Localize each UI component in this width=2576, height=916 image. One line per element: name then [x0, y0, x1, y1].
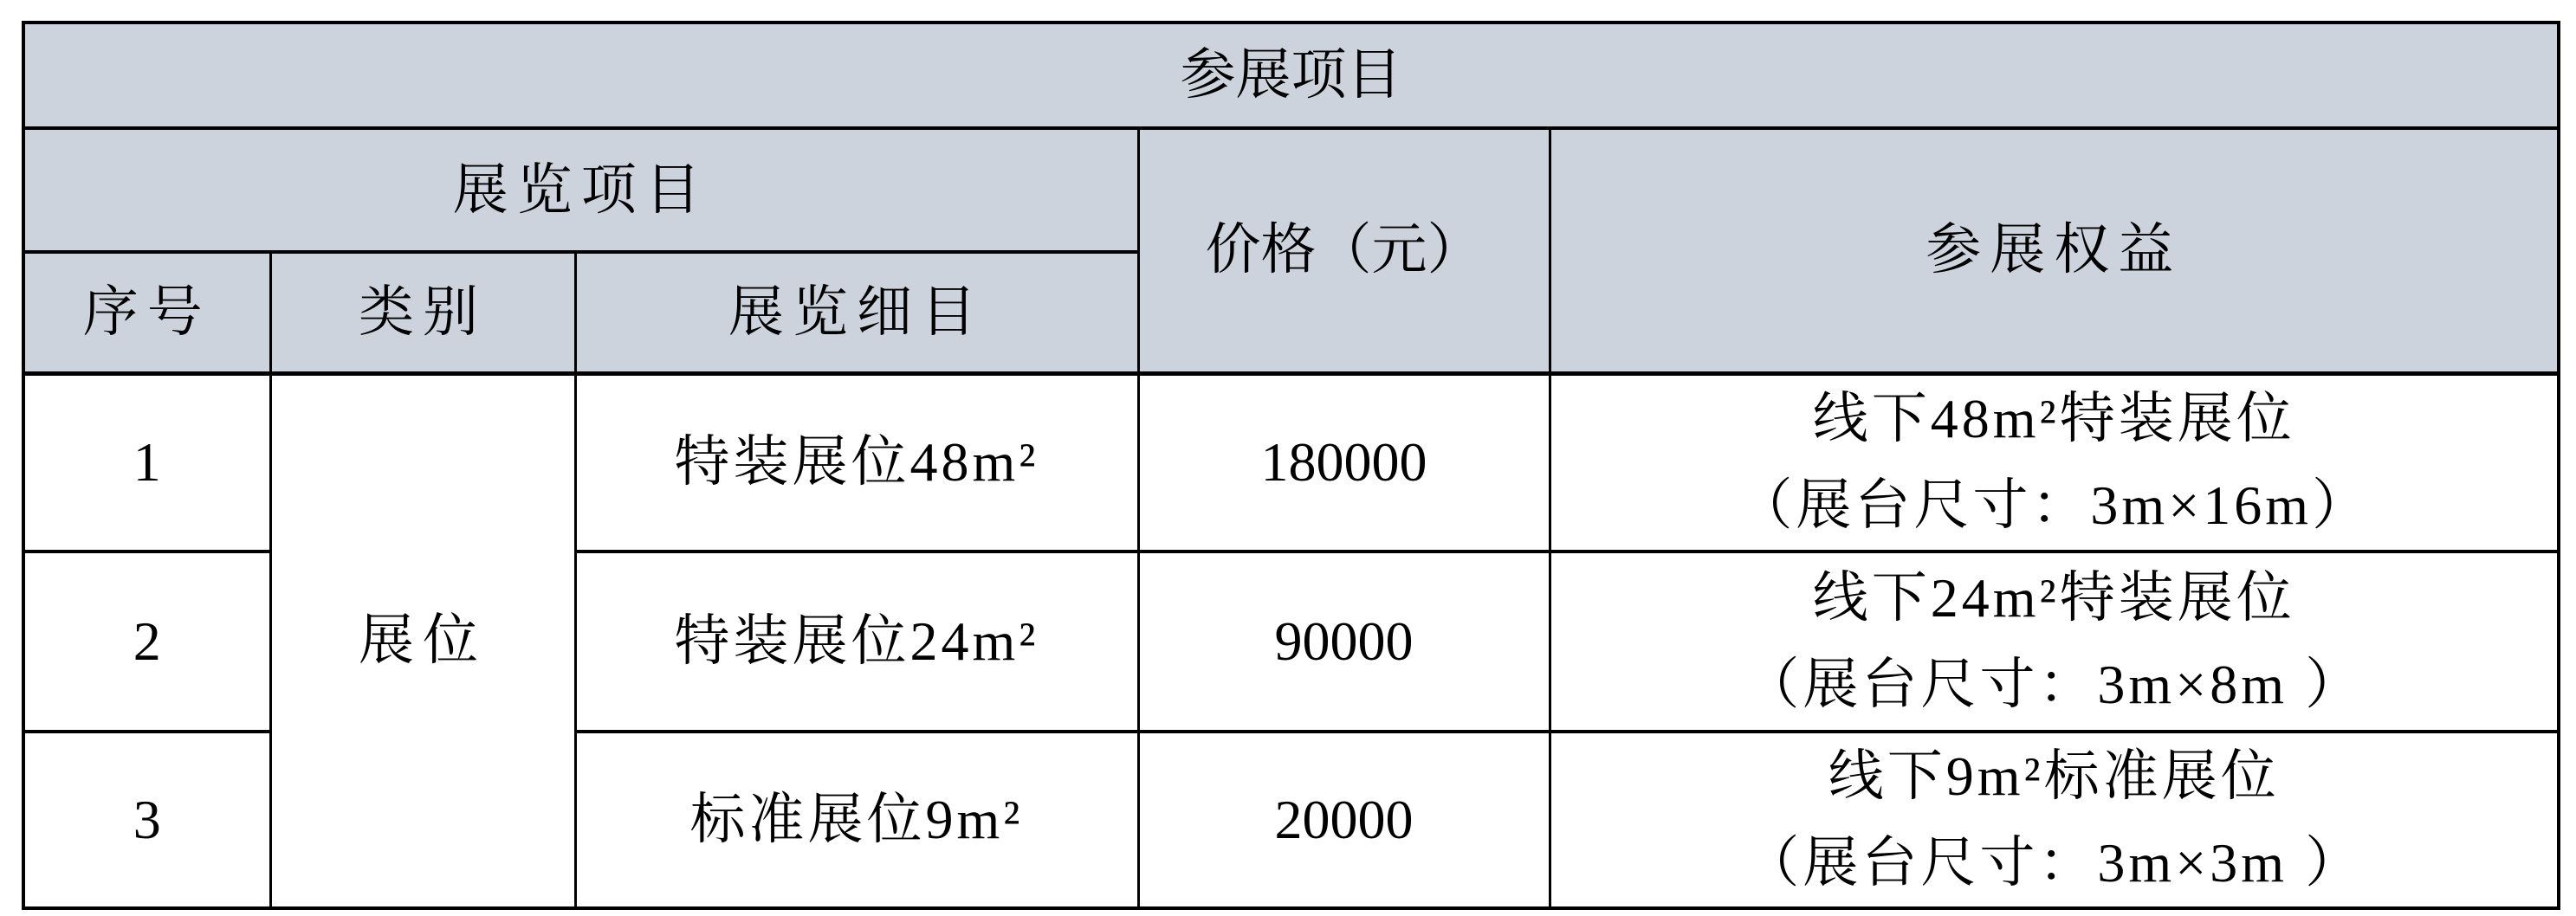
- header-detail: 展览细目: [575, 252, 1138, 373]
- header-price: 价格（元）: [1138, 128, 1550, 373]
- cell-seq-1: 1: [23, 373, 270, 552]
- table-title-cell: 参展项目: [23, 23, 2559, 128]
- cell-seq-3: 3: [23, 732, 270, 908]
- cell-benefit-2: [1550, 552, 2559, 732]
- header-seq: 序号: [23, 252, 270, 373]
- cell-detail-1: 特装展位48m²: [575, 373, 1138, 552]
- header-category: 类别: [270, 252, 575, 373]
- header-benefits: 参展权益: [1550, 128, 2559, 373]
- table-row: [23, 373, 2559, 552]
- exhibition-pricing-table: [22, 21, 2560, 910]
- cell-price-3: 20000: [1138, 732, 1550, 908]
- cell-detail-3: 标准展位9m²: [575, 732, 1138, 908]
- cell-price-2: 90000: [1138, 552, 1550, 732]
- cell-benefit-3: [1550, 732, 2559, 908]
- cell-benefit-1: [1550, 373, 2559, 552]
- cell-category-booth: 展位: [270, 373, 575, 908]
- benefit-line-2: （展台尺寸：3m×16m）: [1737, 474, 2372, 537]
- cell-price-1: 180000: [1138, 373, 1550, 552]
- header-exhibition-group: 展览项目: [23, 128, 1138, 252]
- benefit-line-1: 线下24m²特装展位: [1812, 567, 2295, 629]
- benefit-line-1: 线下48m²特装展位: [1812, 388, 2295, 450]
- cell-seq-2: 2: [23, 552, 270, 732]
- benefit-line-1: 线下9m²标准展位: [1828, 745, 2280, 807]
- benefit-line-2: （展台尺寸：3m×8m ）: [1744, 654, 2365, 715]
- table-title-row: [23, 23, 2559, 128]
- table: [22, 21, 2560, 910]
- cell-detail-2: 特装展位24m²: [575, 552, 1138, 732]
- header-row-group: [23, 128, 2559, 252]
- benefit-line-2: （展台尺寸：3m×3m ）: [1744, 832, 2365, 893]
